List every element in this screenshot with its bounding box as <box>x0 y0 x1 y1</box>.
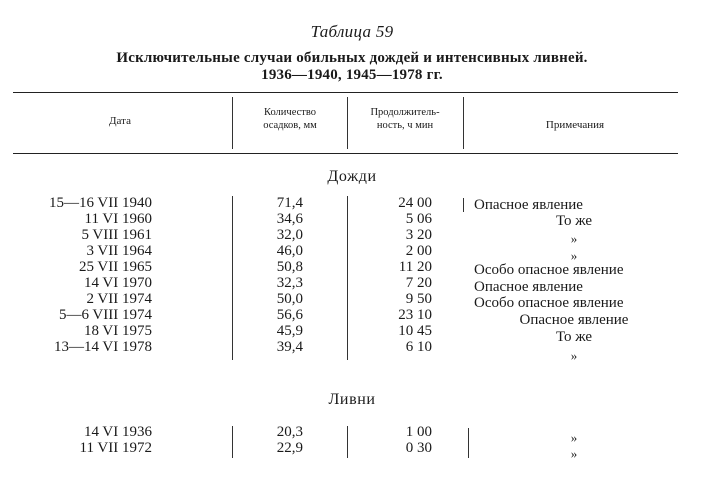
row-duration: 10 45 <box>398 323 432 339</box>
row-date: 5—6 VIII 1974 <box>58 307 152 323</box>
column-divider <box>232 196 233 360</box>
row-duration: 7 20 <box>405 275 432 291</box>
row-note: Опасное явление <box>474 197 583 213</box>
column-header-amount-line-1: Количество <box>263 107 317 118</box>
row-note: Особо опасное явление <box>474 262 624 278</box>
row-date: 11 VI 1960 <box>84 211 152 227</box>
row-note: Опасное явление <box>519 312 629 328</box>
row-note: » <box>570 446 578 461</box>
row-duration: 6 10 <box>405 339 432 355</box>
row-duration: 9 50 <box>405 291 432 307</box>
row-duration: 2 00 <box>405 243 432 259</box>
row-duration: 0 30 <box>405 440 432 456</box>
table-caption: Таблица 59 <box>310 22 394 41</box>
column-header-amount <box>238 106 342 132</box>
row-amount: 50,0 <box>276 291 303 307</box>
row-amount: 34,6 <box>276 211 303 227</box>
row-date: 14 VI 1936 <box>83 424 152 440</box>
row-duration: 24 00 <box>398 195 432 211</box>
row-amount: 50,8 <box>276 259 303 275</box>
column-header-duration <box>350 106 460 132</box>
column-header-duration-line-2: ность, ч мин <box>376 120 434 131</box>
section-heading-rains: Дожди <box>327 168 377 185</box>
header-top-rule <box>13 92 678 93</box>
row-amount: 32,3 <box>276 275 303 291</box>
section-heading-showers: Ливни <box>328 391 376 408</box>
header-divider <box>463 97 464 149</box>
row-date: 18 VI 1975 <box>83 323 152 339</box>
row-date: 5 VIII 1961 <box>81 227 152 243</box>
row-date: 11 VII 1972 <box>79 440 152 456</box>
row-note: То же <box>555 329 593 345</box>
row-note: » <box>570 231 578 246</box>
row-note: Особо опасное явление <box>474 295 624 311</box>
row-note: Опасное явление <box>474 279 583 295</box>
header-divider <box>232 97 233 149</box>
row-amount: 45,9 <box>276 323 303 339</box>
row-note: То же <box>555 213 593 229</box>
row-amount: 20,3 <box>276 424 303 440</box>
header-bottom-rule <box>13 153 678 154</box>
row-amount: 22,9 <box>276 440 303 456</box>
header-divider <box>347 97 348 149</box>
column-header-notes: Примечания <box>545 119 605 131</box>
column-divider <box>347 196 348 360</box>
row-amount: 39,4 <box>276 339 303 355</box>
row-duration: 5 06 <box>405 211 432 227</box>
column-divider <box>232 426 233 458</box>
column-header-duration-line-1: Продолжитель- <box>370 107 440 118</box>
row-duration: 23 10 <box>398 307 432 323</box>
row-amount: 71,4 <box>276 195 303 211</box>
row-date: 25 VII 1965 <box>78 259 152 275</box>
row-note: » <box>570 248 578 263</box>
column-divider <box>463 198 464 212</box>
row-note: » <box>570 348 578 363</box>
table-title-line-1: Исключительные случаи обильных дождей и интенсивных ливней. <box>116 50 588 66</box>
column-header-date: Дата <box>109 115 131 127</box>
row-note: » <box>570 430 578 445</box>
column-header-amount-line-2: осадков, мм <box>263 120 317 131</box>
row-duration: 11 20 <box>398 259 432 275</box>
column-divider <box>468 428 469 458</box>
row-amount: 56,6 <box>276 307 303 323</box>
column-divider <box>347 426 348 458</box>
row-date: 2 VII 1974 <box>86 291 152 307</box>
row-date: 15—16 VII 1940 <box>48 195 152 211</box>
row-date: 13—14 VI 1978 <box>53 339 152 355</box>
row-amount: 32,0 <box>276 227 303 243</box>
row-date: 14 VI 1970 <box>83 275 152 291</box>
row-duration: 1 00 <box>405 424 432 440</box>
table-title-line-2: 1936—1940, 1945—1978 гг. <box>261 67 443 83</box>
row-duration: 3 20 <box>405 227 432 243</box>
row-date: 3 VII 1964 <box>86 243 152 259</box>
row-amount: 46,0 <box>276 243 303 259</box>
